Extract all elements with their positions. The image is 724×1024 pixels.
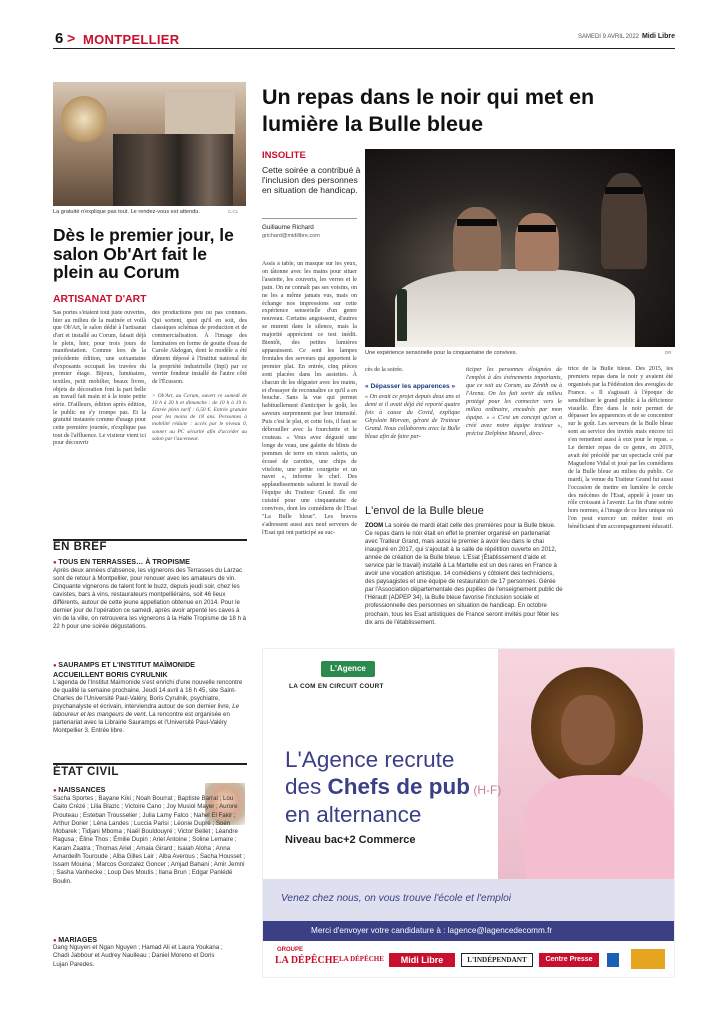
salon-photo: [53, 82, 246, 206]
salon-col-2-text: des productions peu ou pas connues. Qui sortent, quoi qu'il en soit, des classiques schémas de production et de commercialisation. À l'image des luminaires en forme de goutte d'eau de Carole Akdogan, dont le modèle a été dûment déposé à l'Institut national de la propriété industrielle (Inpi) par ce verrier fondeur installé de l'autre côté de l'Écusson.: [152, 310, 247, 385]
main-headline: Un repas dans le noir qui met en lumière la Bulle bleue: [262, 85, 595, 136]
en-bref-item-2-text: [53, 679, 247, 735]
ad-level: Niveau bac+2 Commerce: [285, 834, 416, 846]
en-bref-item-1-title: ● TOUS EN TERRASSES… À TROPISME: [53, 558, 247, 567]
main-col-4: trice de la Bulle bleue. Dès 2015, les premiers repas dans le noir y avaient été organisés par la Fédération des aveugles de France. « Il s'agissait à l'époque de sensibiliser le grand public à la déficience visuelle. Être dans le noir permet de dépasser les apparences et de se concentrer sur le goût. Les serveurs de la Bulle bleue sont au service des invités mais encore ici s'en remettent aussi à eux pour le repas. » Le dernier repas de ce genre, en 2019, avait été précédé par un spectacle créé par Maguelone Vidal et joué par les comédiens de la Bulle bleue au milieu du public. Ce mardi, la venue du Traiteur Grand fut aussi l'occasion de mettre en lumière le cercle des mécènes de l'Esat, appelé à jouer un rôle croissant à l'avenir. La fin d'une soirée hors normes, à l'image de ce lieu unique où l'on peut exercer un métier tout en bénéficiant d'un accompagnement éducatif.: [568, 366, 673, 531]
logo-midilibre-text: Midi Libre: [400, 955, 444, 965]
ad-line-2: [285, 774, 501, 800]
main-subhead: « Dépasser les apparences »: [365, 383, 456, 391]
salon-col-2: [152, 310, 247, 535]
guest-2-mask: [518, 225, 556, 232]
mariages-list: Dang Nguyen et Ngan Nguyen ; Hamad Ali et Laura Youkana ; Chadi Jabbour et Audrey Naulleau ; Daniel Moreno et Doris Lujan Paredes.: [53, 944, 223, 968]
ad-line-1: L'Agence recrute: [285, 747, 455, 772]
guest-3-mask: [605, 187, 643, 194]
author-name: Guillaume Richard: [262, 224, 314, 231]
header-paper: Midi Libre: [641, 33, 675, 40]
dinner-photo: [365, 149, 675, 347]
en-bref-item-2-title: ● SAURAMPS ET L'INSTITUT MAÏMONIDE ACCUEILLENT BORIS CYRULNIK: [53, 661, 247, 679]
naissances-title: ● NAISSANCES: [53, 785, 105, 794]
section-name: MONTPELLIER: [83, 32, 180, 47]
page-header: [55, 30, 675, 50]
dinner-photo-credit: DR: [665, 350, 672, 355]
logo-independant: [461, 953, 533, 967]
en-bref-item-2-book: Le laboureur et les mangeurs de vent: [53, 703, 239, 719]
header-rule: [53, 48, 675, 49]
ad-slogan-bar: [263, 879, 675, 921]
salon-practical-info: > Ob'Art, au Corum, ouvert ce samedi de 10 h à 20 h et dimanche : de 10 h à 19 h. Entrée plein tarif : 6,50 €. Entrée gratuite pour les moins de 18 ans. Personnes à mobilité réduite : accès par le niveau 0, sonner au PC sécurité afin d'accéder au salon par l'ascenseur.: [152, 392, 247, 442]
logo-centrepresse: [539, 953, 599, 967]
ad-block: [262, 648, 675, 978]
author-rule: [262, 218, 357, 219]
naissances-list: Sacha Sportes ; Bayane Kiki ; Noah Bourrat ; Baptiste Barral ; Lou Caito Crézé ; Lilia Blazic ; Victoire Cano ; Joy Musiol Mayer ; Aurore Prouteau ; Esteban Trousselier ; Julia Lamy Falco ; Nahel El Fakir ; Arthur Dorier ; Léna Landes ; Luccia Parisi ; Léonie Dupré ; Soén Mobarek ; Tidjani Mboma ; Naël Bouldouyré ; Victor Bellet ; Léandre Ragusa ; Éline Thos ; Émilie Dupin ; Ariel Antoine ; Soline Lemaire ; Karam Zaatra ; Thomas Ariel ; Amaia Girard ; Isaiah Aloha ; Anna Amardeilh Touroude ; Alba Gilles Lair ; Alba Averous ; Sacha Housset ; Issam Mouina ; Marcos Gonzalez Goncer ; Amjad Bahani ; Amir Jemni ; Sasha Vanhecke ; Loup Des Moutis ; Ilana Brun ; Edgar Panlédé Boulin.: [53, 795, 245, 885]
ad-woman-body: [525, 775, 675, 879]
salon-photo-credit: C.CL: [228, 209, 239, 214]
ad-woman-face: [561, 695, 615, 765]
main-chapo: Cette soirée a contribué à l'inclusion des personnes en situation de handicap.: [262, 165, 361, 195]
guest-1-mask: [457, 219, 497, 226]
logo-independant-text: L'INDÉPENDANT: [467, 956, 527, 964]
ad-brand: L'Agence: [330, 664, 366, 673]
logo-centrepresse-text: Centre Presse: [545, 956, 593, 963]
main-kicker: INSOLITE: [262, 150, 306, 161]
en-bref-item-1: [53, 558, 247, 631]
ad-line-3: en alternance: [285, 802, 422, 827]
table-cloth: [395, 269, 635, 347]
ad-line-2a: des: [285, 774, 328, 799]
page-number: 6: [55, 30, 64, 47]
main-col-1: Assis à table, un masque sur les yeux, on tâtonne avec les mains pour situer l'assiette, les couverts, les verres et le pain. On ne connaît pas ses voisins, on ne les a même jamais vus, mais on échange nos impressions sur cette expérience sensorielle d'un genre nouveau. Certains angoissent, d'autres se murent dans le silence, mais la majorité apprécient ce test inédit. Bientôt, des petites lumières apparaissent. Ce sont les lampes frontales des serveurs qui apportent le premier plat. En entrée, cinq pièces sont placées dans les assiettes. À chacun de les déguster avec les mains, et d'essayer de reconnaître ce qu'il a en bouche. Sans la vue qui permet habituellement d'anticiper le goût, les saveurs surprennent par leur intensité. Puis c'est le plat, et cette fois, il faut se débrouiller avec la fourchette et le couteau. « Vous avez dégusté une longe de veau, une galette de blinis de pommes de terre en vieux saleris, un écrasé de carottes, une chips de vitelotte, une petite courgette et un navet », informe le chef. Des applaudissements saluent le travail de l'équipe du Traiteur Grand. Ils ont cuisiné pour une cinquantaine de convives, dont les comédiens de l'Esat "La Bulle bleue". Les bravos s'adressent aussi aux neuf serveurs de l'Esat qui ont participé au suc-: [262, 261, 357, 536]
logo-small-2: [631, 949, 665, 969]
main-col-3: ticiper les personnes éloignées de l'emploi à des événements importants, que ce soit au Corum, au Zénith ou à l'Arena. On les fait sortir du milieu protégé pour les connecter vers le milieu ordinaire, encadrés par mon équipe. » « C'est un concept qu'on a créé avec notre équipe traiteur », précise Delphine Maurel, direc-: [466, 367, 562, 438]
mariages-title: ● MARIAGES: [53, 935, 97, 944]
guest-2: [515, 213, 559, 271]
exhibit-lamp: [61, 96, 107, 142]
logo-groupe: GROUPE: [277, 947, 304, 953]
logo-midilibre: [389, 953, 455, 967]
author-email: grichard@midilibre.com: [262, 233, 320, 239]
dinner-photo-caption: Une expérience sensorielle pour la cinquantaine de convives.: [365, 350, 518, 356]
zoom-label: ZOOM: [365, 523, 384, 529]
ad-cta-bar: [263, 921, 675, 941]
box-text-body: La soirée de mardi était celle des premières pour la Bulle bleue. Ce repas dans le noir était en effet le premier organisé en partenariat avec Traiteur Grand, mais aussi le premier à avoir lieu dans le chai inauguré en 2017, qui s'ajoutait à la salle de répétition ouverte en 2012, année de création de la Bulle bleue. L'Esat (Établissement d'aide et service par le travail) installé à La Martelle est un des rares en France à avoir une vocation artistique. 14 comédiens y côtoient des techniciens, des paysagistes et une équipe de restauration de 17 personnes. Gérée par l'Association départementale des pupilles de l'enseignement public de l'Hérault (ADPEP 34), la Bulle bleue favorise l'inclusion sociale et professionnelle des personnes en situation de handicap. En octobre prochain, tous les Esat artistiques de France seront invités pour fêter les dix ans de l'établissement.: [365, 523, 563, 626]
salon-kicker: ARTISANAT D'ART: [53, 294, 147, 305]
logo-small-1: [607, 953, 619, 967]
ad-slogan: Venez chez nous, on vous trouve l'école et l'emploi: [281, 893, 512, 904]
ad-line-2c: (H-F): [470, 783, 502, 797]
exhibit-stand: [165, 92, 235, 134]
etat-civil-title: ÉTAT CIVIL: [53, 766, 119, 778]
header-date: SAMEDI 9 AVRIL 2022: [577, 34, 639, 40]
ad-brand-box: [321, 661, 375, 677]
salon-headline: Dès le premier jour, le salon Ob'Art fait le plein au Corum: [53, 225, 234, 282]
ad-line-2b: Chefs de pub: [327, 774, 471, 799]
en-bref-item-2-text-b: . La rencontre est organisée en partenariat avec la Librairie Sauramps et l'Université Paul-Valéry Montpellier 3. Entrée libre.: [53, 711, 230, 735]
header-arrow: >: [67, 30, 76, 46]
logo-ladepeche-1: LA DÉPÊCHE: [275, 955, 340, 966]
box-title: L'envol de la Bulle bleue: [365, 505, 484, 517]
main-col-2: [365, 366, 460, 486]
etat-civil-rule: [53, 763, 247, 765]
en-bref-item-2-text-a: L'agenda de l'Institut Maïmonide s'est enrichi d'une nouvelle rencontre de qualité la semaine prochaine. Jeudi 14 avril à 16 h 45, site Saint-Charles de l'Université Paul-Valéry, Boris Cyrulnik, psychiatre, psychanalyste et écrivain, interviendra autour de son dernier livre,: [53, 679, 243, 711]
ad-logos: [271, 945, 671, 975]
main-col-2-text-b: « On avait ce projet depuis deux ans et demi et il avait déjà été reporté quatre fois à cause du Covid, explique Ghyslain Morvan, gérant de Traiteur Grand. Nous collaborons avec la Bulle bleue afin de faire par-: [365, 394, 460, 441]
en-bref-item-2: [53, 661, 247, 736]
guest-1: [453, 207, 501, 271]
en-bref-item-1-text: Après deux années d'absence, les vignerons des Terrasses du Larzac sont de retour à Montpellier, pour renouer avec les amateurs de vin. Cinquante vignerons de talent font le buzz, depuis jeudi soir, chez les cavistes, bars à vins, restaurateurs montpelliérains, soit 46 lieux différents, autour de cette jeune appellation obtenue en 2014. Pour le dernier jour de l'opération ce samedi, après avoir arpenté les caves à vin de la ville, on retrouvera les vignerons à la Halle Tropisme de 18 h à 22 h pour une soirée dégustations.: [53, 567, 247, 631]
ad-cta: Merci d'envoyer votre candidature à : lagence@lagencedecomm.fr: [311, 926, 553, 935]
visitors: [113, 134, 233, 206]
main-col-2-text-a: cès de la soirée.: [365, 367, 404, 373]
wine-bottle: [397, 289, 407, 341]
logo-ladepeche-2: LA DÉPÊCHE: [339, 955, 384, 963]
ad-tagline: LA COM EN CIRCUIT COURT: [289, 683, 384, 690]
salon-col-1: Sas portes s'étaient tout juste ouvertes, hier au milieu de la matinée et voilà que Ob'Art, le salon dédié à l'artisanat d'art et installé au Corum, faisait déjà le plein, hier, pour trois jours de manifestation. Comme lors de la précédente édition, une soixantaine d'exposants occupait les travées du premier étage. Bijoux, luminaires, textiles, petit mobilier, beaux livres, objets de décoration font la part belle au travail fait main et à la toute petite série. D'ailleurs, édition après édition, le public ne s'y trompe pas. Et la gratuité instaurée comme d'usage pour cette première journée, n'explique pas tout de l'affluence. Le visiteur vient ici pour découvrir: [53, 310, 146, 447]
box-text: [365, 522, 563, 627]
salon-photo-caption: La gratuité n'explique pas tout. Le rendez-vous est attendu.: [53, 209, 200, 215]
en-bref-title: EN BREF: [53, 541, 107, 553]
